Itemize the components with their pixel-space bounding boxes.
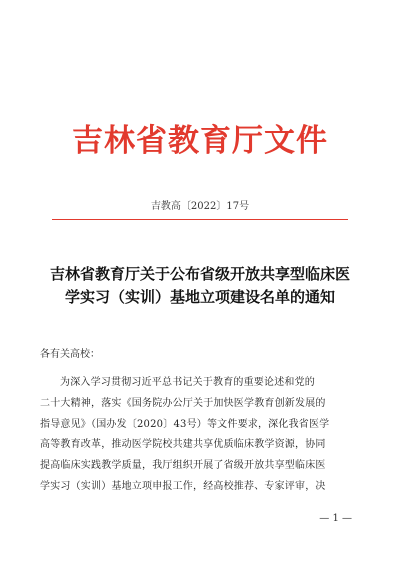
red-divider-line [52, 219, 348, 220]
notice-title-line-1: 吉林省教育厅关于公布省级开放共享型临床医 [49, 265, 350, 283]
document-number: 吉教高〔2022〕17号 [150, 201, 250, 212]
body-line: 为深入学习贯彻习近平总书记关于教育的重要论述和党的 [60, 377, 315, 388]
body-line: 学实习（实训）基地立项申报工作，经高校推荐、专家评审，决 [40, 480, 326, 492]
body-line: 指导意见》（国办发〔2020〕43号）等文件要求，深化我省医学 [40, 418, 330, 430]
page-number: — 1 — [319, 513, 352, 524]
body-line: 高等教育改革，推动医学院校共建共享优质临床教学资源，协同 [40, 439, 326, 451]
notice-title-line-2: 学实习（实训）基地立项建设名单的通知 [64, 288, 335, 306]
body-line: 二十大精神，落实《国务院办公厅关于加快医学教育创新发展的 [40, 397, 326, 409]
notice-body [40, 373, 362, 498]
document-header-title: 吉林省教育厅文件 [72, 123, 328, 159]
notice-title [40, 263, 360, 309]
salutation: 各有关高校： [40, 349, 100, 360]
body-line: 提高临床实践教学质量，我厅组织开展了省级开放共享型临床医 [40, 460, 326, 472]
